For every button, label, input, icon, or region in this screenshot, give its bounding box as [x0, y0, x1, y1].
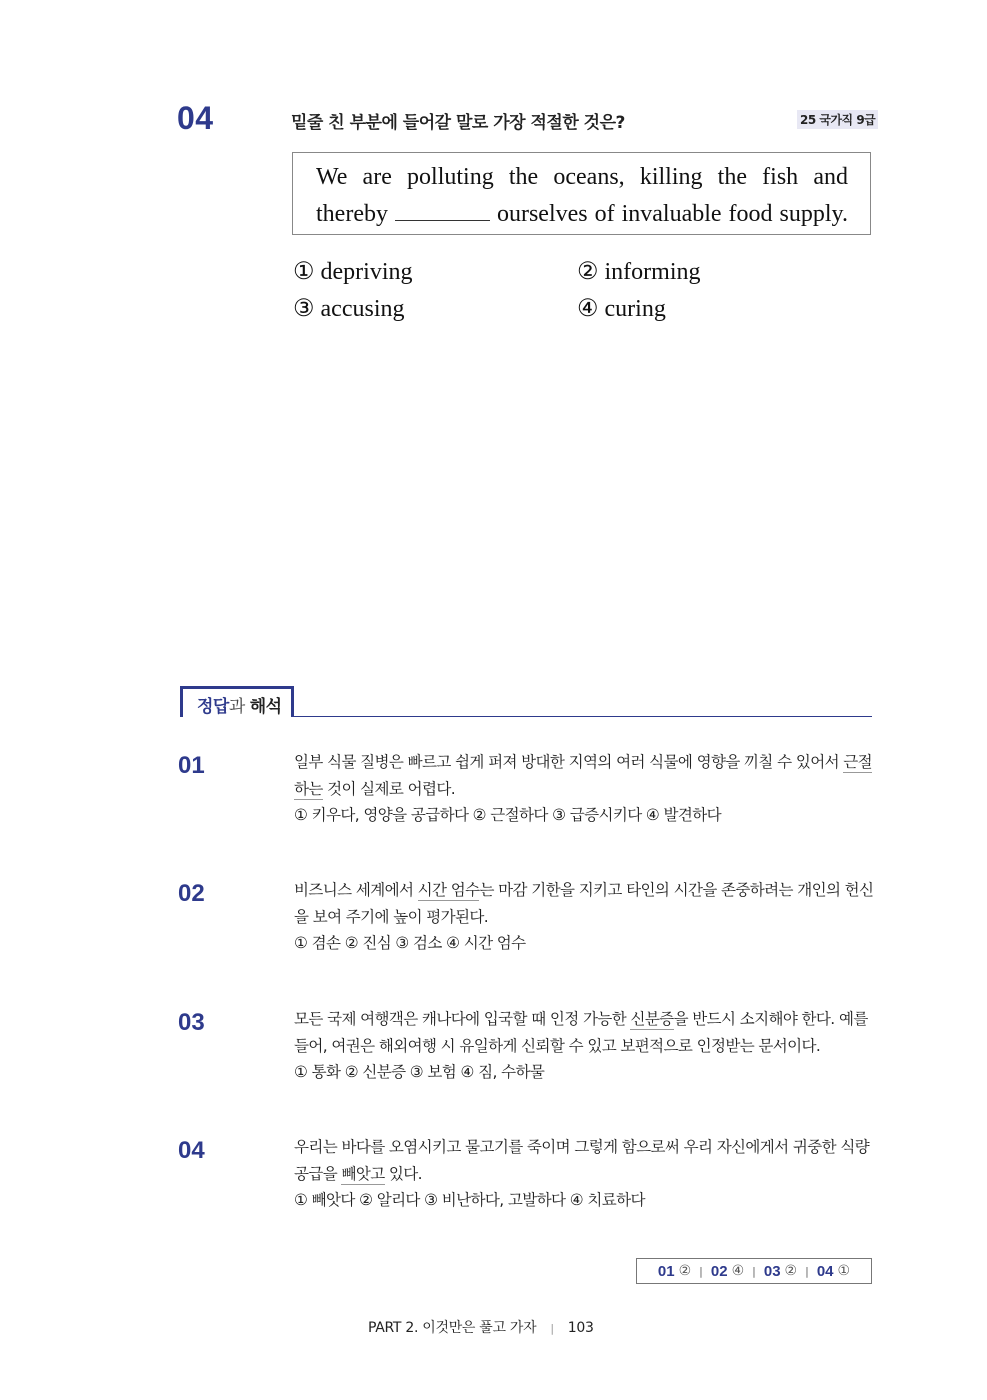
passage-box: [292, 152, 871, 235]
translation-text: 모든 국제 여행객은 캐나다에 입국할 때 인정 가능한: [294, 1010, 631, 1028]
passage-line-2: [316, 196, 848, 233]
choice-translations: ① 통화 ② 신분증 ③ 보험 ④ 짐, 수하물: [294, 1063, 545, 1081]
translation-text: 는 마감 기한을 지키고 타인의 시간을 존중하려는 개인의 헌신을 보여 주기에 높이 평가된다.: [294, 881, 874, 926]
question-number: 04: [177, 100, 214, 136]
option-text: curing: [604, 296, 666, 322]
key-number: 03: [763, 1262, 781, 1280]
option-text: informing: [604, 259, 701, 285]
option-3[interactable]: [293, 294, 404, 323]
key-choice: ①: [837, 1263, 851, 1279]
key-number: 01: [657, 1262, 675, 1280]
answer-number: 01: [178, 752, 205, 779]
translation: [294, 749, 874, 802]
answer-explanation: [294, 877, 874, 957]
answer-explanation: [294, 1006, 874, 1086]
translation: [294, 877, 874, 930]
section-title-answer: 정답: [197, 697, 229, 717]
answer-explanation: [294, 1134, 874, 1214]
choice-translations: ① 빼앗다 ② 알리다 ③ 비난하다, 고발하다 ④ 치료하다: [294, 1191, 645, 1209]
translation-text: 일부 식물 질병은 빠르고 쉽게 퍼져 방대한 지역의 여러 식물에 영향을 끼칠 수 있어서: [294, 753, 844, 771]
choice-translations: ① 키우다, 영양을 공급하다 ② 근절하다 ③ 급증시키다 ④ 발견하다: [294, 806, 722, 824]
option-text: accusing: [320, 296, 405, 322]
answer-explanation: [294, 749, 874, 829]
key-separator: |: [752, 1264, 756, 1278]
option-text: depriving: [320, 259, 413, 285]
option-2[interactable]: [577, 257, 701, 286]
choice-translations: ① 겸손 ② 진심 ③ 검소 ④ 시간 엄수: [294, 934, 526, 952]
option-marker: ③: [293, 296, 315, 322]
underlined-phrase: 빼앗고: [341, 1164, 385, 1183]
translation-text: 것이 실제로 어렵다.: [322, 779, 456, 798]
translation: [294, 1134, 874, 1187]
underlined-phrase: 근절하는: [294, 753, 873, 798]
section-title-conj: 과: [228, 697, 250, 717]
translation: [294, 1006, 874, 1059]
option-marker: ④: [577, 296, 599, 322]
key-choice: ②: [784, 1263, 798, 1279]
passage-text-after-blank: ourselves of invaluable food supply.: [496, 201, 848, 227]
translation-text: 을 반드시 소지해야 한다. 예를 들어, 여권은 해외여행 시 유일하게 신뢰할 수 있고 보편적으로 인정받는 문서이다.: [294, 1010, 868, 1055]
option-4[interactable]: [577, 294, 666, 323]
answer-number: 04: [178, 1137, 205, 1164]
page-number: 103: [567, 1320, 594, 1336]
section-title: [197, 692, 282, 717]
option-1[interactable]: [293, 257, 413, 286]
footer-separator: |: [550, 1322, 554, 1335]
answer-blank: [395, 198, 490, 221]
option-marker: ②: [577, 259, 599, 285]
section-title-explanation: 해석: [249, 697, 282, 717]
section-divider: [294, 716, 872, 717]
key-separator: |: [805, 1264, 809, 1278]
key-choice: ④: [731, 1263, 745, 1279]
key-separator: |: [699, 1264, 703, 1278]
option-marker: ①: [293, 259, 315, 285]
translation-text: 비즈니스 세계에서: [294, 881, 418, 899]
key-number: 04: [816, 1262, 834, 1280]
page-footer: [368, 1317, 594, 1337]
question-title: 밑줄 친 부분에 들어갈 말로 가장 적절한 것은?: [291, 113, 625, 133]
passage-text-before-blank: thereby: [316, 201, 388, 227]
answer-number: 02: [178, 880, 205, 907]
underlined-phrase: 시간 엄수: [417, 881, 480, 899]
source-badge: 25 국가직 9급: [797, 110, 878, 129]
answer-number: 03: [178, 1009, 205, 1036]
translation-text: 우리는 바다를 오염시키고 물고기를 죽이며 그렇게 함으로써 우리 자신에게서 귀중한 식량 공급을: [294, 1138, 870, 1183]
passage-line-1: We are polluting the oceans, killing the fish and: [316, 164, 848, 190]
underlined-phrase: 신분증: [630, 1010, 674, 1028]
key-choice: ②: [678, 1263, 692, 1279]
key-number: 02: [710, 1262, 728, 1280]
translation-text: 있다.: [384, 1164, 422, 1183]
footer-part-title: PART 2. 이것만은 풀고 가자: [368, 1320, 537, 1336]
answer-key-box: [636, 1258, 872, 1284]
